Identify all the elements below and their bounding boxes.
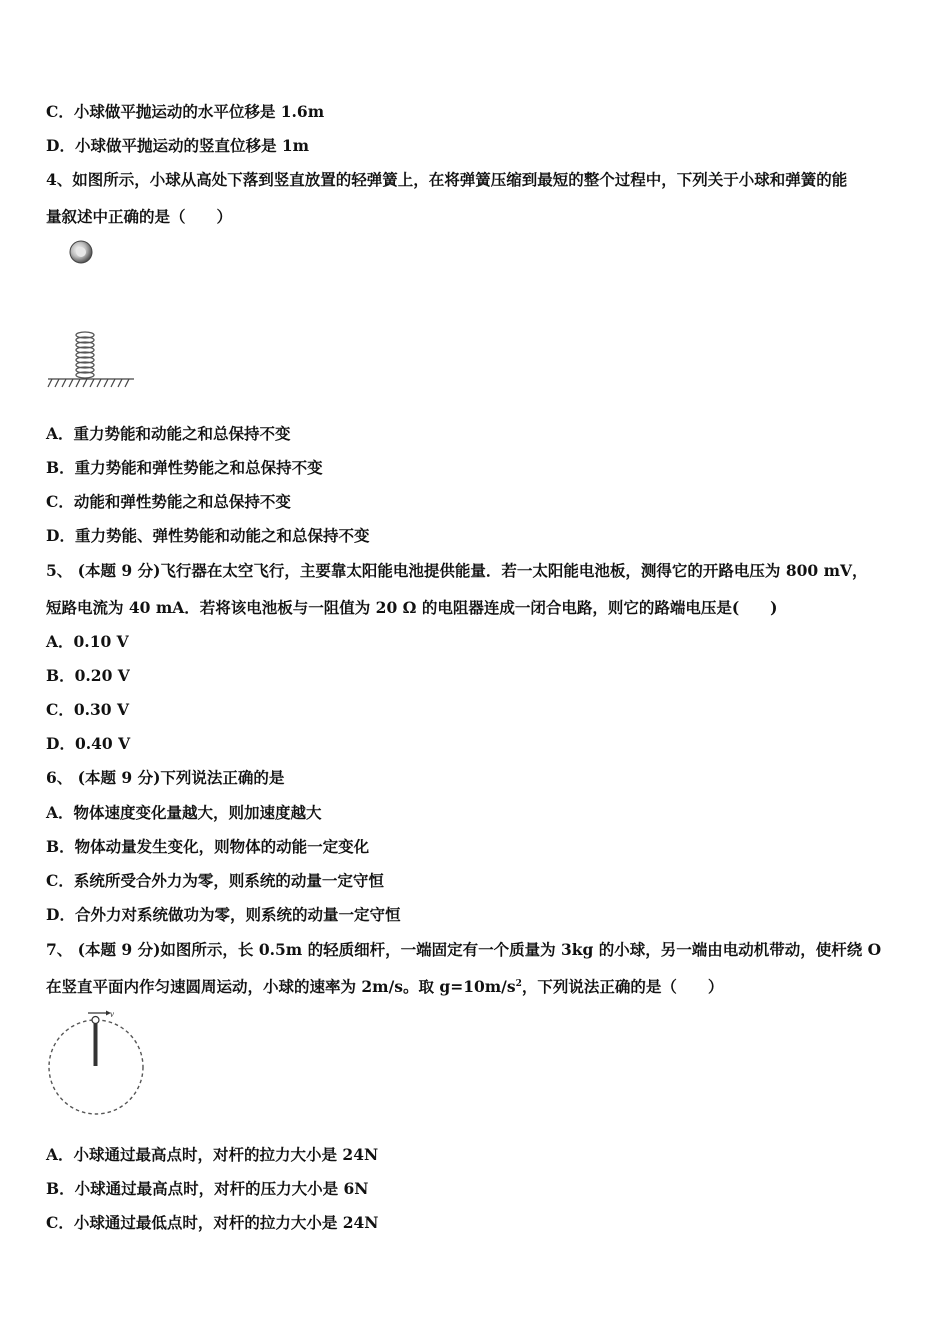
ball-icon <box>92 1017 99 1024</box>
q7-option-c: C．小球通过最低点时，对杆的拉力大小是 24N <box>46 1213 379 1232</box>
q5-option-b: B．0.20 V <box>46 666 130 685</box>
q7-stem-line2 <box>46 977 723 997</box>
q7-stem-line2-part2: ，下列说法正确的是（ ） <box>521 977 724 996</box>
q4-stem-line2: 量叙述中正确的是（ ） <box>46 207 233 226</box>
ground-icon <box>48 379 134 387</box>
ball-spring-figure <box>44 236 140 392</box>
q5-option-d: D．0.40 V <box>46 734 131 753</box>
q5-option-a: A．0.10 V <box>46 632 129 651</box>
q7-stem-line2-part1: 在竖直平面内作匀速圆周运动，小球的速率为 2m/s。取 g=10m/s <box>46 977 516 996</box>
q6-stem: 6、 (本题 9 分)下列说法正确的是 <box>46 768 285 787</box>
q5-stem-line1: 5、 (本题 9 分)飞行器在太空飞行，主要靠太阳能电池提供能量．若一太阳能电池板，测得它的开路电压为 800 mV， <box>46 561 868 580</box>
q4-option-b: B．重力势能和弹性势能之和总保持不变 <box>46 458 323 477</box>
q7-option-a: A．小球通过最高点时，对杆的拉力大小是 24N <box>46 1145 379 1164</box>
q4-option-c: C．动能和弹性势能之和总保持不变 <box>46 492 291 511</box>
spring-icon <box>76 332 94 378</box>
q4-option-d: D．重力势能、弹性势能和动能之和总保持不变 <box>46 526 370 545</box>
velocity-label: v <box>110 1009 114 1019</box>
q3-option-d: D．小球做平抛运动的竖直位移是 1m <box>46 136 310 155</box>
circular-motion-figure <box>44 1008 148 1118</box>
q6-option-d: D．合外力对系统做功为零，则系统的动量一定守恒 <box>46 905 401 924</box>
q6-option-c: C．系统所受合外力为零，则系统的动量一定守恒 <box>46 871 384 890</box>
q7-stem-line1: 7、 (本题 9 分)如图所示，长 0.5m 的轻质细杆，一端固定有一个质量为 3kg 的小球，另一端由电动机带动，使杆绕 O <box>46 940 882 959</box>
q3-option-c: C．小球做平抛运动的水平位移是 1.6m <box>46 102 325 121</box>
q4-stem-line1: 4、如图所示，小球从高处下落到竖直放置的轻弹簧上，在将弹簧压缩到最短的整个过程中，下列关于小球和弹簧的能 <box>46 170 848 189</box>
rod-icon <box>94 1020 98 1066</box>
q5-option-c: C．0.30 V <box>46 700 130 719</box>
q6-option-a: A．物体速度变化量越大，则加速度越大 <box>46 803 322 822</box>
q5-stem-line2: 短路电流为 40 mA．若将该电池板与一阻值为 20 Ω 的电阻器连成一闭合电路，则它的路端电压是( ) <box>46 598 778 617</box>
q7-option-b: B．小球通过最高点时，对杆的压力大小是 6N <box>46 1179 369 1198</box>
q7-stem-line2-superscript: 2 <box>515 978 522 989</box>
q6-option-b: B．物体动量发生变化，则物体的动能一定变化 <box>46 837 370 856</box>
q4-option-a: A．重力势能和动能之和总保持不变 <box>46 424 291 443</box>
